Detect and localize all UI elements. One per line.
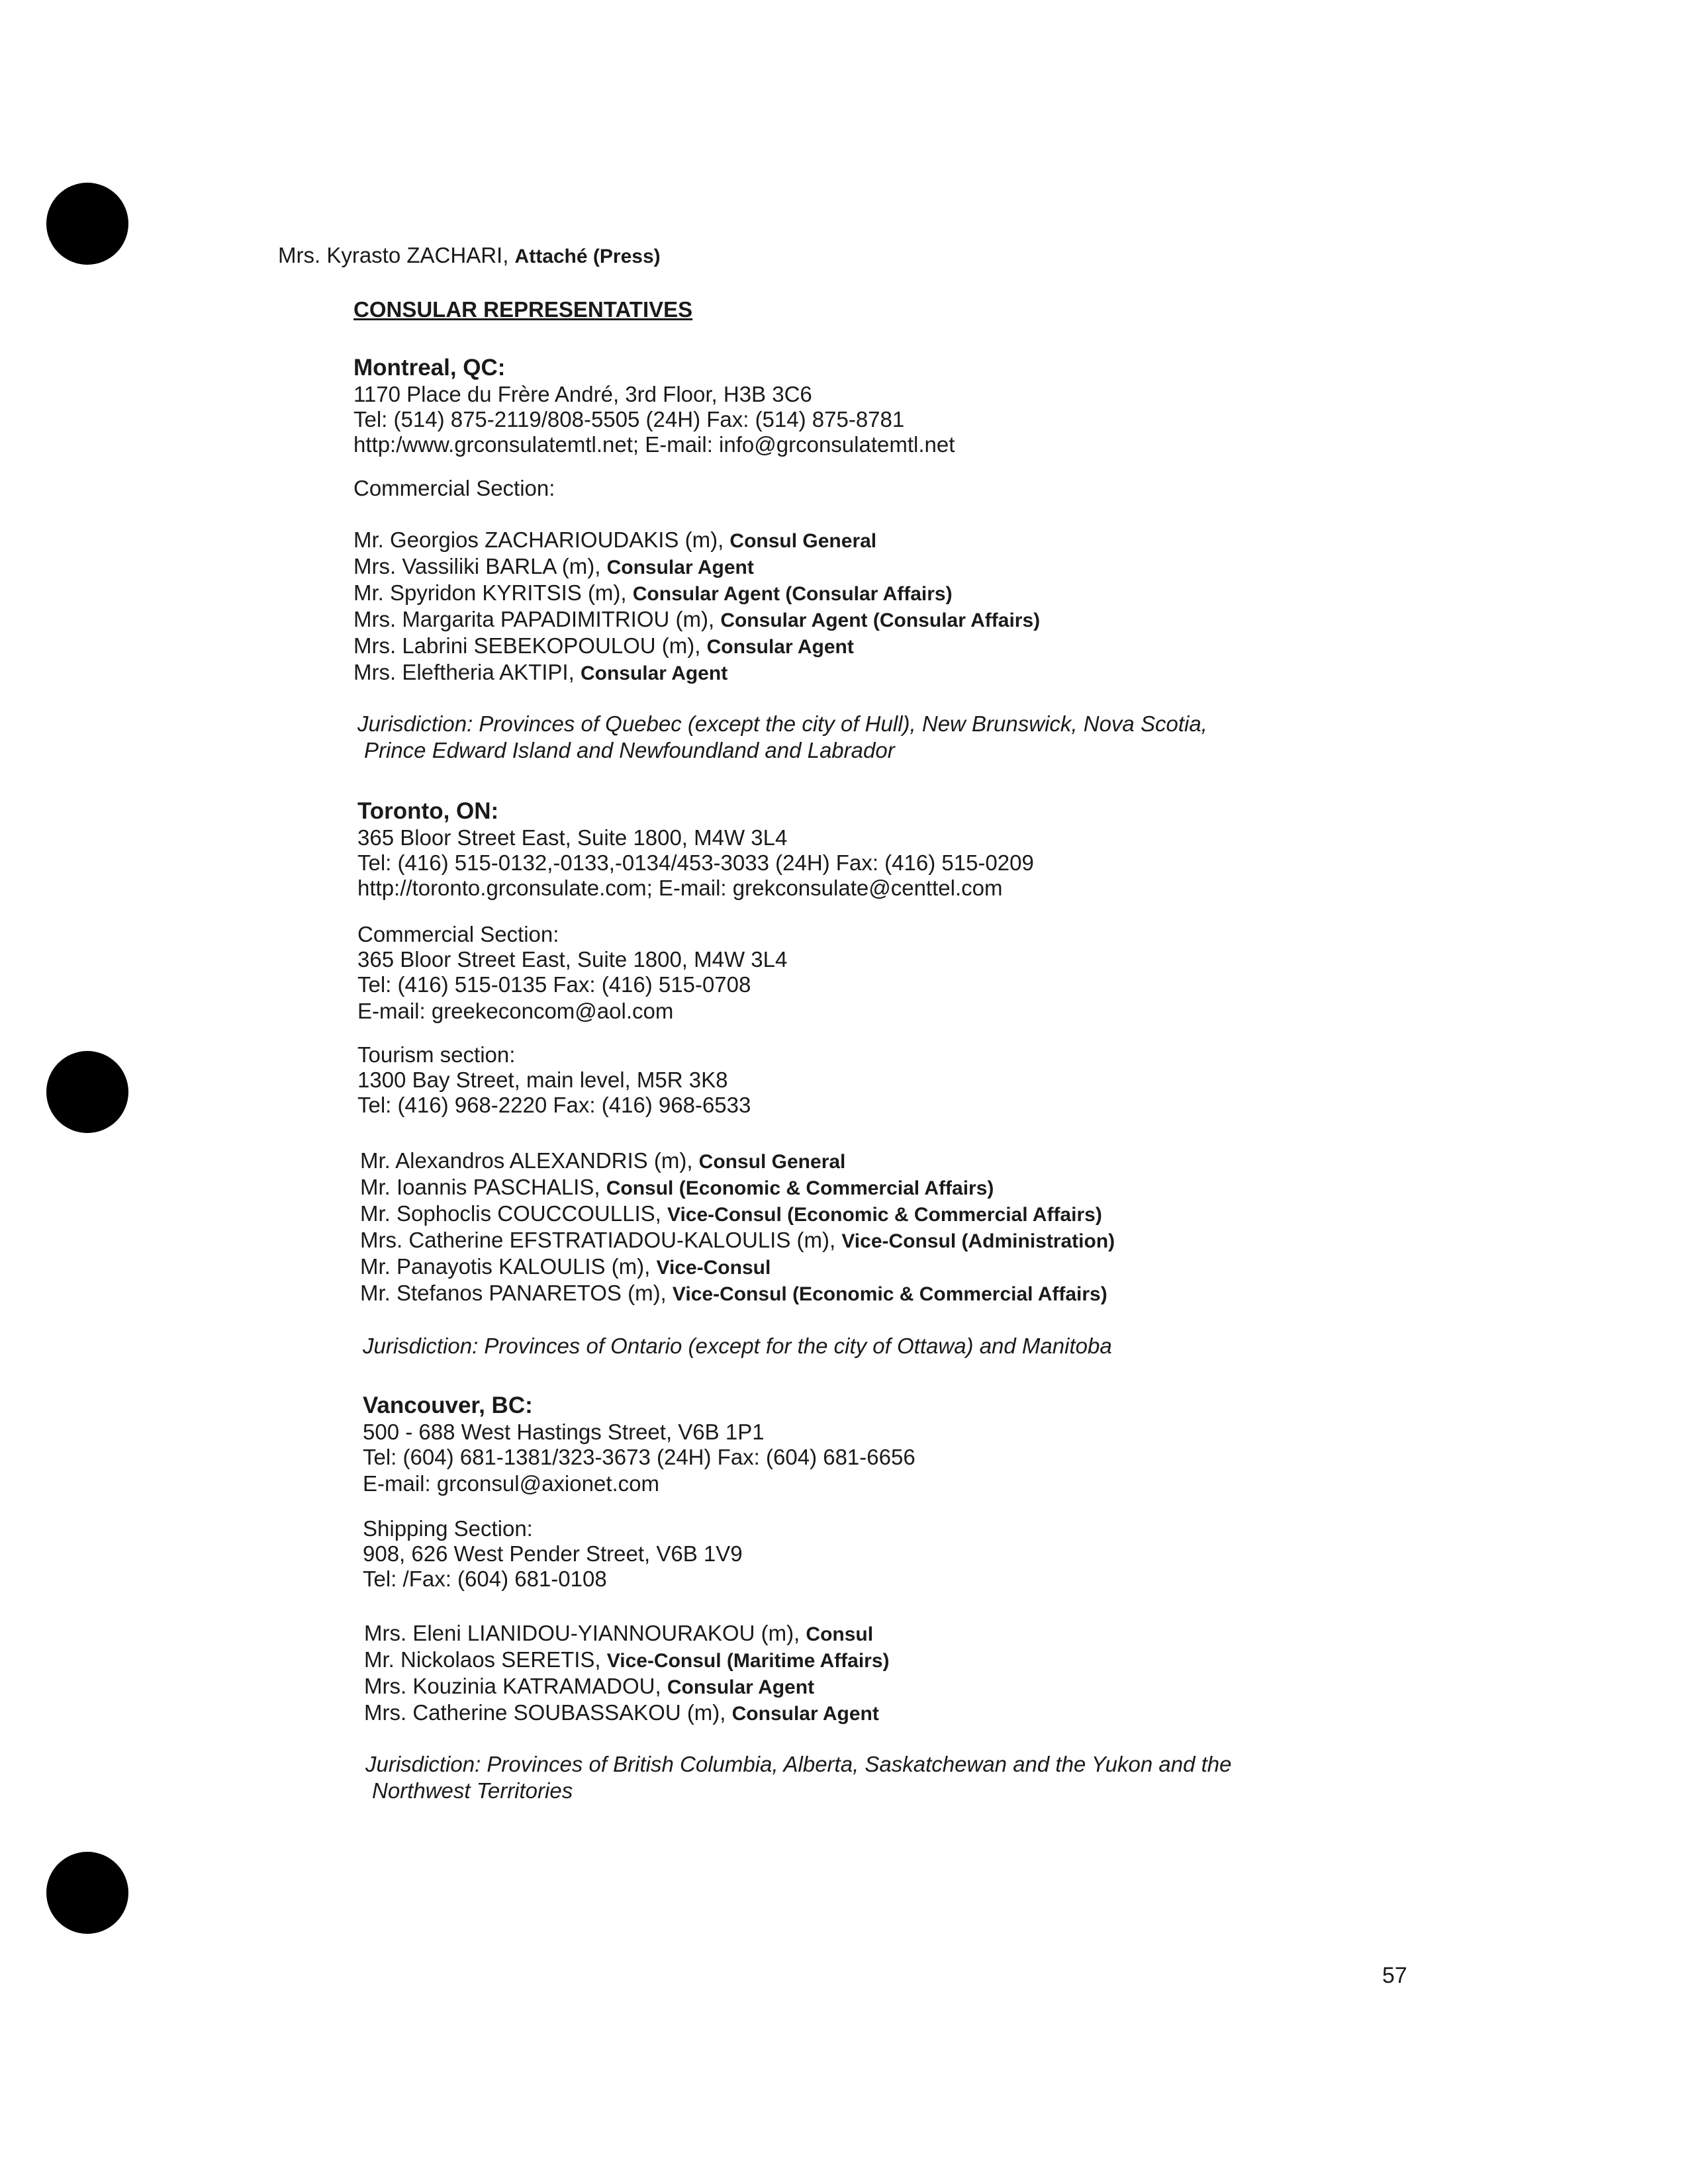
city-heading-vancouver: Vancouver, BC: [363, 1392, 533, 1418]
web-email-line: http:/www.grconsulatemtl.net; E-mail: info@grconsulatemtl.net [353, 432, 955, 457]
phone-line: Tel: (514) 875-2119/808-5505 (24H) Fax: (514) 875-8781 [353, 407, 905, 432]
staff-row [360, 1174, 994, 1202]
staff-name: Mr. Spyridon KYRITSIS (m), [353, 580, 627, 605]
section-label: Commercial Section: [357, 922, 559, 946]
phone-line: Tel: (416) 968-2220 Fax: (416) 968-6533 [357, 1093, 751, 1117]
email-line: E-mail: grconsul@axionet.com [363, 1471, 659, 1496]
staff-name: Mrs. Eleftheria AKTIPI, [353, 660, 575, 684]
staff-title: Consular Agent [606, 557, 754, 578]
staff-title: Consular Agent [667, 1676, 815, 1698]
staff-title: Consular Agent [580, 662, 728, 684]
staff-row [364, 1673, 814, 1701]
staff-name: Mr. Nickolaos SERETIS, [364, 1647, 601, 1672]
staff-row [353, 633, 854, 660]
punch-hole [46, 183, 128, 265]
staff-name: Mr. Georgios ZACHARIOUDAKIS (m), [353, 527, 724, 552]
staff-name: Mrs. Eleni LIANIDOU-YIANNOURAKOU (m), [364, 1621, 800, 1645]
jurisdiction-line: Jurisdiction: Provinces of Ontario (except for the city of Ottawa) and Manitoba [363, 1334, 1112, 1358]
person-title: Attaché (Press) [514, 246, 661, 267]
staff-title: Consul General [729, 530, 877, 552]
staff-name: Mr. Stefanos PANARETOS (m), [360, 1281, 667, 1305]
staff-name: Mrs. Catherine SOUBASSAKOU (m), [364, 1700, 726, 1725]
staff-row [360, 1201, 1102, 1228]
jurisdiction-line: Jurisdiction: Provinces of British Columbia, Alberta, Saskatchewan and the Yukon and the [365, 1752, 1232, 1776]
staff-title: Vice-Consul (Economic & Commercial Affairs) [667, 1204, 1102, 1226]
intro-line [278, 242, 661, 270]
section-label: Tourism section: [357, 1042, 516, 1067]
staff-name: Mr. Ioannis PASCHALIS, [360, 1175, 600, 1199]
staff-title: Consul (Economic & Commercial Affairs) [606, 1177, 994, 1199]
staff-row [360, 1280, 1107, 1308]
section-label: Shipping Section: [363, 1516, 533, 1541]
section-title: CONSULAR REPRESENTATIVES [353, 297, 693, 322]
staff-title: Vice-Consul (Maritime Affairs) [606, 1650, 890, 1672]
staff-title: Consular Agent (Consular Affairs) [632, 583, 953, 605]
staff-row [353, 580, 953, 608]
person-name: Mrs. Kyrasto ZACHARI, [278, 243, 509, 267]
staff-title: Consular Agent [731, 1703, 879, 1725]
phone-line: Tel: (416) 515-0132,-0133,-0134/453-3033 (24H) Fax: (416) 515-0209 [357, 850, 1034, 875]
staff-title: Vice-Consul (Administration) [841, 1230, 1115, 1252]
staff-name: Mrs. Vassiliki BARLA (m), [353, 554, 601, 578]
staff-title: Vice-Consul (Economic & Commercial Affairs) [672, 1283, 1107, 1305]
staff-name: Mr. Panayotis KALOULIS (m), [360, 1254, 651, 1279]
staff-row [364, 1620, 873, 1648]
staff-name: Mrs. Kouzinia KATRAMADOU, [364, 1674, 661, 1698]
staff-row [353, 606, 1040, 634]
staff-name: Mr. Alexandros ALEXANDRIS (m), [360, 1148, 693, 1173]
section-label: Commercial Section: [353, 476, 555, 500]
phone-line: Tel: (416) 515-0135 Fax: (416) 515-0708 [357, 972, 751, 997]
email-line: E-mail: greekeconcom@aol.com [357, 999, 674, 1023]
staff-title: Consular Agent [706, 636, 854, 658]
staff-row [353, 659, 727, 687]
city-heading-toronto: Toronto, ON: [357, 798, 499, 824]
punch-hole [46, 1051, 128, 1133]
jurisdiction-line: Prince Edward Island and Newfoundland and Labrador [364, 738, 895, 762]
phone-line: Tel: /Fax: (604) 681-0108 [363, 1567, 607, 1591]
jurisdiction-line: Jurisdiction: Provinces of Quebec (except the city of Hull), New Brunswick, Nova Scotia, [357, 711, 1207, 736]
jurisdiction-line: Northwest Territories [372, 1778, 573, 1803]
staff-row [353, 527, 876, 555]
staff-row [360, 1253, 771, 1281]
staff-name: Mrs. Margarita PAPADIMITRIOU (m), [353, 607, 715, 631]
address-line: 365 Bloor Street East, Suite 1800, M4W 3L4 [357, 825, 788, 850]
web-email-line: http://toronto.grconsulate.com; E-mail: grekconsulate@centtel.com [357, 876, 1003, 900]
staff-name: Mrs. Labrini SEBEKOPOULOU (m), [353, 633, 701, 658]
staff-row [353, 553, 754, 581]
address-line: 1170 Place du Frère André, 3rd Floor, H3B 3C6 [353, 382, 812, 406]
staff-row [360, 1148, 845, 1175]
address-line: 365 Bloor Street East, Suite 1800, M4W 3L4 [357, 947, 788, 972]
city-heading-montreal: Montreal, QC: [353, 355, 506, 381]
staff-name: Mr. Sophoclis COUCCOULLIS, [360, 1201, 661, 1226]
staff-row [364, 1700, 879, 1727]
staff-title: Consul General [698, 1151, 846, 1173]
staff-name: Mrs. Catherine EFSTRATIADOU-KALOULIS (m), [360, 1228, 836, 1252]
address-line: 1300 Bay Street, main level, M5R 3K8 [357, 1068, 728, 1092]
punch-hole [46, 1852, 128, 1934]
page-number: 57 [1382, 1963, 1407, 1988]
staff-title: Consul [806, 1623, 874, 1645]
phone-line: Tel: (604) 681-1381/323-3673 (24H) Fax: (604) 681-6656 [363, 1445, 915, 1469]
staff-title: Consular Agent (Consular Affairs) [720, 610, 1041, 631]
staff-row [364, 1647, 890, 1674]
staff-title: Vice-Consul [656, 1257, 771, 1279]
address-line: 908, 626 West Pender Street, V6B 1V9 [363, 1541, 743, 1566]
address-line: 500 - 688 West Hastings Street, V6B 1P1 [363, 1420, 765, 1444]
staff-row [360, 1227, 1115, 1255]
